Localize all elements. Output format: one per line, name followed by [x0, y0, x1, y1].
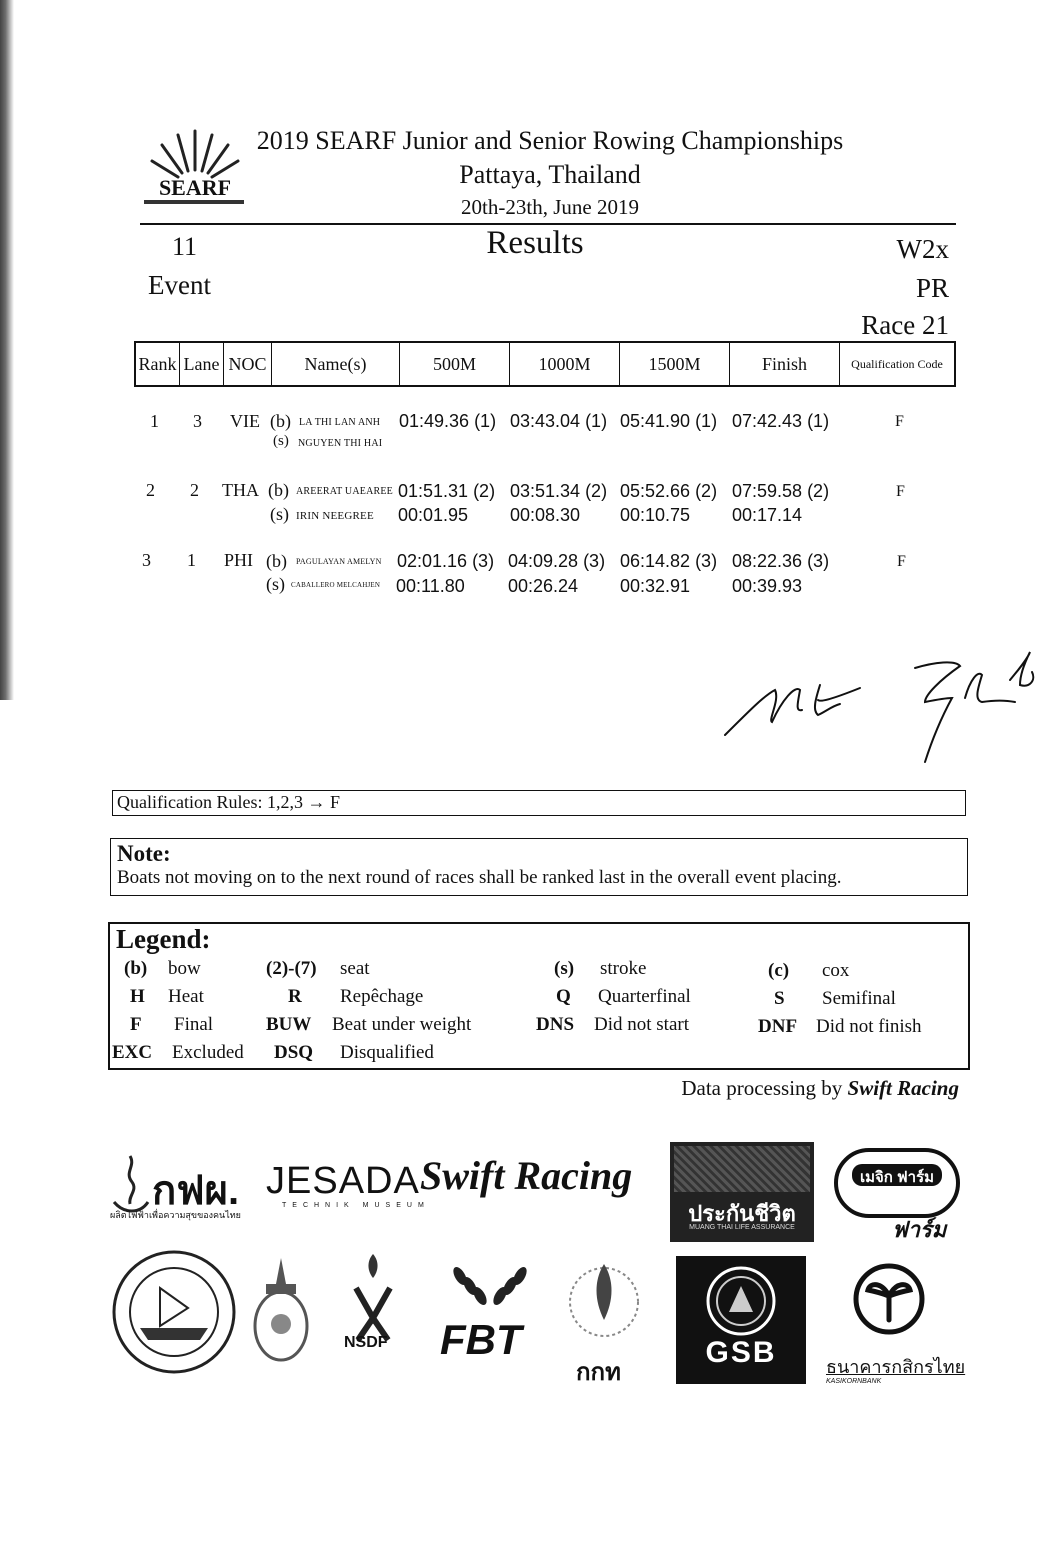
bow-name: AREERAT UAEAREE	[296, 486, 393, 497]
muang-thai-tagline: MUANG THAI LIFE ASSURANCE	[689, 1224, 795, 1231]
legend-code: H	[130, 986, 145, 1007]
legend-meaning: Quarterfinal	[598, 986, 691, 1007]
time-1500m: 05:52.66 (2)	[620, 481, 718, 501]
searf-logo	[140, 125, 250, 210]
legend-meaning: bow	[168, 958, 201, 979]
stroke-name: CABALLERO MELCAHJEN	[291, 581, 381, 589]
legend-heading: Legend:	[116, 924, 211, 954]
legend-meaning: cox	[822, 960, 850, 981]
lane: 3	[193, 411, 202, 431]
magic-farm-tagline: ฟาร์ม	[892, 1217, 947, 1242]
data-processing-credit	[681, 1076, 959, 1101]
noc: THA	[222, 480, 259, 500]
diff-1000m: 00:08.30	[510, 505, 581, 525]
time-1500m: 05:41.90 (1)	[620, 411, 718, 431]
time-500m: 01:49.36 (1)	[399, 411, 497, 431]
time-finish: 07:42.43 (1)	[732, 411, 830, 431]
credit-brand: Swift Racing	[847, 1076, 959, 1100]
lane: 1	[187, 550, 196, 570]
diff-1500m: 00:10.75	[620, 505, 691, 525]
rank: 3	[142, 550, 151, 570]
egat-logo: กฟผ.	[152, 1169, 240, 1213]
fbt-laurel-icon	[440, 1262, 540, 1322]
muang-thai-logo	[670, 1142, 814, 1242]
gsb-text: GSB	[705, 1336, 777, 1369]
jesada-tagline: TECHNIK MUSEUM	[282, 1202, 430, 1209]
qualification-code: F	[897, 553, 906, 570]
swift-racing-logo: Swift Racing	[420, 1153, 633, 1198]
boat-class: W2x	[896, 234, 949, 264]
note-heading: Note:	[117, 841, 171, 866]
time-1000m: 04:09.28 (3)	[508, 551, 606, 571]
noc: PHI	[224, 550, 254, 570]
magic-farm-text: เมจิก ฟาร์ม	[859, 1169, 935, 1186]
gsb-logo	[676, 1256, 806, 1384]
legend-meaning: Repêchage	[340, 986, 424, 1007]
page-edge-shadow	[0, 0, 14, 700]
diff-500m: 00:01.95	[398, 505, 469, 525]
diff-1000m: 00:26.24	[508, 576, 579, 596]
legend-code: R	[288, 986, 302, 1007]
legend-meaning: seat	[340, 958, 370, 979]
results-table-header	[134, 341, 956, 387]
stroke-tag: (s)	[270, 504, 289, 524]
bow-name: LA THI LAN ANH	[299, 417, 381, 428]
kbank-emblem-icon	[852, 1262, 926, 1336]
fbt-logo: FBT	[440, 1316, 522, 1363]
legend-meaning: Did not start	[594, 1014, 689, 1035]
legend-code: (c)	[768, 960, 790, 981]
race-number: Race 21	[861, 310, 949, 340]
bow-tag: (b)	[268, 480, 289, 500]
legend-meaning: Heat	[168, 986, 204, 1007]
kbank-logo: ธนาคารกสิกรไทย	[826, 1357, 966, 1377]
sat-emblem-icon	[566, 1250, 642, 1356]
credit-prefix: Data processing by	[681, 1076, 843, 1100]
results-heading: Results	[486, 225, 584, 261]
diff-finish: 00:39.93	[732, 576, 803, 596]
time-finish: 08:22.36 (3)	[732, 551, 830, 571]
nsdf-emblem-icon	[328, 1248, 418, 1378]
legend-code: EXC	[112, 1042, 153, 1063]
col-1500m: 1500M	[620, 343, 730, 385]
col-noc: NOC	[224, 343, 272, 385]
stroke-tag: (s)	[266, 574, 285, 594]
jesada-logo: JESADA	[266, 1160, 420, 1202]
time-1000m: 03:51.34 (2)	[510, 481, 608, 501]
legend-code: DNS	[536, 1014, 575, 1035]
lane: 2	[190, 480, 199, 500]
legend-meaning: Did not finish	[816, 1016, 922, 1037]
legend-code: Q	[556, 986, 571, 1007]
event-number: 11	[172, 232, 198, 261]
bow-name: PAGULAYAN AMELYN	[296, 557, 382, 566]
time-500m: 02:01.16 (3)	[397, 551, 495, 571]
port-authority-seal-icon	[110, 1248, 238, 1376]
legend-meaning: Semifinal	[822, 988, 896, 1009]
note-text: Boats not moving on to the next round of races shall be ranked last in the overall event placing.	[117, 867, 842, 888]
legend-code: S	[774, 988, 785, 1009]
qualification-rules: Qualification Rules: 1,2,3 → F	[112, 790, 966, 816]
legend-code: (b)	[124, 958, 148, 979]
event-label: Event	[148, 270, 211, 300]
qualification-code: F	[896, 483, 905, 500]
legend-code: DNF	[758, 1016, 798, 1037]
legend-meaning: stroke	[600, 958, 647, 979]
rank: 1	[150, 411, 159, 431]
qualification-code: F	[895, 413, 904, 430]
col-lane: Lane	[180, 343, 224, 385]
bow-tag: (b)	[270, 411, 291, 431]
bow-tag: (b)	[266, 551, 287, 571]
event-dates: 20th-23th, June 2019	[461, 195, 639, 219]
championship-title: 2019 SEARF Junior and Senior Rowing Championships	[256, 126, 844, 155]
royal-emblem-icon	[248, 1254, 314, 1374]
legend-meaning: Final	[174, 1014, 214, 1035]
ktt-logo: กกท	[576, 1359, 621, 1386]
legend-meaning: Beat under weight	[332, 1014, 472, 1035]
egat-emblem-icon	[110, 1152, 152, 1214]
time-500m: 01:51.31 (2)	[398, 481, 496, 501]
col-500m: 500M	[400, 343, 510, 385]
legend-code: (2)-(7)	[266, 958, 317, 979]
col-1000m: 1000M	[510, 343, 620, 385]
legend-code: BUW	[266, 1014, 312, 1035]
nsdf-logo: NSDF	[344, 1334, 388, 1351]
col-rank: Rank	[136, 343, 180, 385]
magic-farm-logo	[830, 1140, 966, 1240]
location: Pattaya, Thailand	[459, 160, 641, 189]
diff-finish: 00:17.14	[732, 505, 803, 525]
col-finish: Finish	[730, 343, 840, 385]
time-1000m: 03:43.04 (1)	[510, 411, 608, 431]
col-names: Name(s)	[272, 343, 400, 385]
legend-meaning: Excluded	[172, 1042, 244, 1063]
stroke-name: IRIN NEEGREE	[296, 510, 374, 522]
note-box	[110, 838, 968, 896]
diff-1500m: 00:32.91	[620, 576, 691, 596]
stroke-tag: (s)	[273, 433, 289, 449]
time-1500m: 06:14.82 (3)	[620, 551, 718, 571]
diff-500m: 00:11.80	[396, 576, 465, 596]
rank: 2	[146, 480, 155, 500]
col-qualification: Qualification Code	[851, 356, 943, 371]
kbank-tagline: KASIKORNBANK	[826, 1378, 882, 1385]
muang-thai-text: ประกันชีวิต	[688, 1201, 796, 1226]
stroke-name: NGUYEN THI HAI	[298, 438, 383, 449]
legend-code: DSQ	[274, 1042, 314, 1063]
time-finish: 07:59.58 (2)	[732, 481, 830, 501]
legend-box	[108, 922, 970, 1070]
gsb-emblem-icon	[696, 1264, 786, 1338]
legend-code: F	[130, 1014, 142, 1035]
noc: VIE	[230, 411, 260, 431]
legend-code: (s)	[554, 958, 575, 979]
egat-tagline: ผลิตไฟฟ้าเพื่อความสุขของคนไทย	[110, 1210, 241, 1220]
round-code: PR	[915, 273, 949, 303]
signature	[720, 640, 1040, 770]
logo-text: SEARF	[158, 175, 232, 200]
legend-meaning: Disqualified	[340, 1042, 434, 1063]
